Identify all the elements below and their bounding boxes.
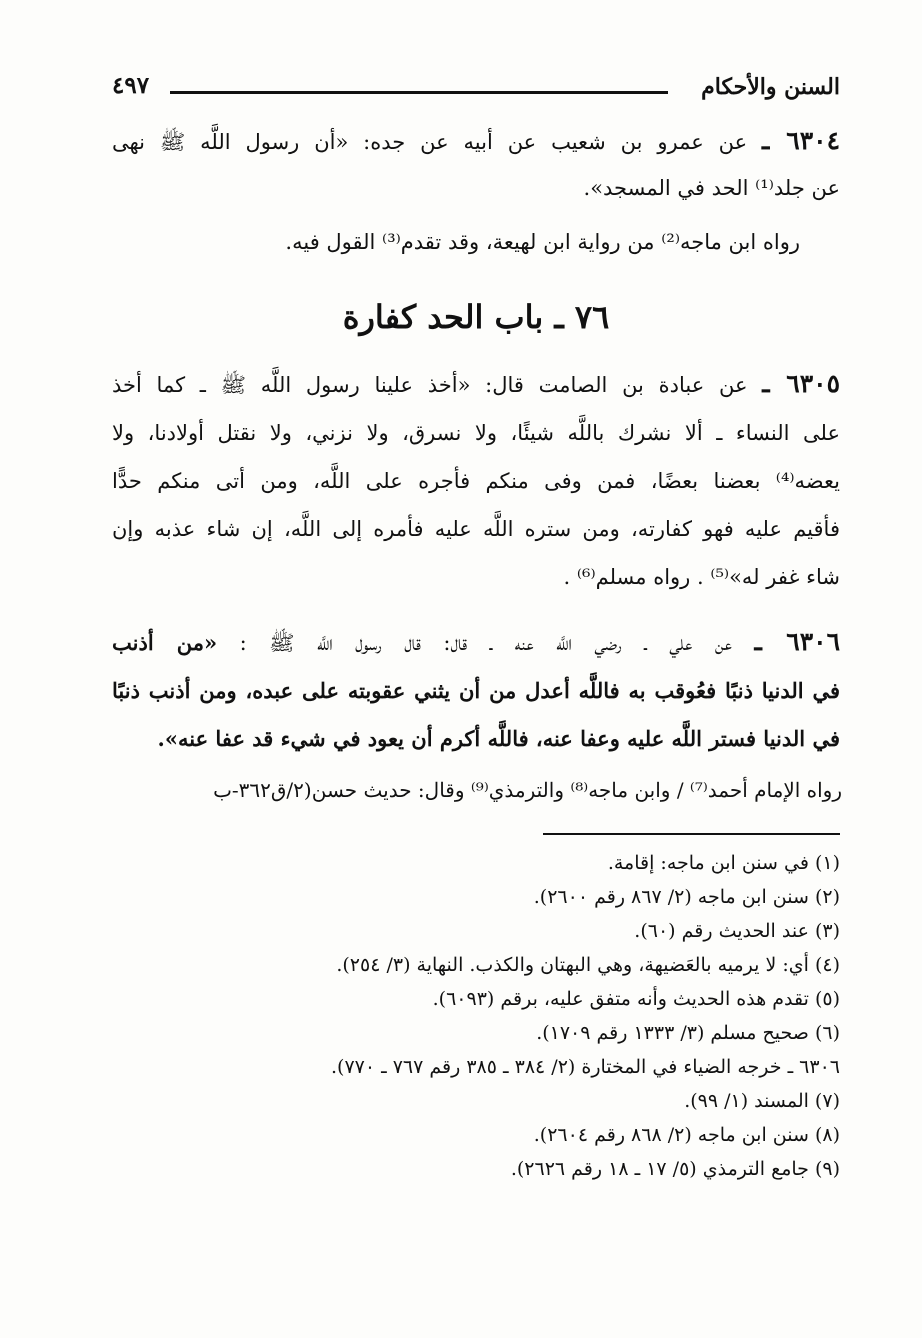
chapter-title: ٧٦ ـ باب الحد كفارة xyxy=(342,298,610,336)
hadith-text: عن عبادة بن الصامت قال: «أخذ علينا رسول اللَّه ﷺ ـ كما أخذ xyxy=(112,373,748,397)
hadith-intro: عن علي ـ رضي اللَّه عنه ـ قال: قال رسول اللَّه ﷺ : xyxy=(239,631,732,655)
hadith-6305-line-2: على النساء ـ ألا نشرك باللَّه شيئًا، ولا نسرق، ولا نزني، ولا نقتل أولادنا، ولا xyxy=(112,421,840,445)
header-rule xyxy=(170,91,668,94)
hadith-6305 xyxy=(112,360,840,601)
footnote: (٥) تقدم هذه الحديث وأنه متفق عليه، برقم (٦٠٩٣). xyxy=(432,988,840,1010)
hadith-number: ٦٣٠٥ ـ xyxy=(762,369,840,398)
footnote: (٣) عند الحديث رقم (٦٠). xyxy=(634,920,840,942)
hadith-6306-line-1 xyxy=(112,618,840,667)
book-title: السنن والأحكام xyxy=(701,74,840,100)
footnote: (٤) أي: لا يرميه بالعَضيهة، وهي البهتان والكذب. النهاية (٣/ ٢٥٤). xyxy=(336,954,840,976)
hadith-quote-start: «من أذنب xyxy=(112,630,218,655)
hadith-6306-riwaya: رواه الإمام أحمد⁽⁷⁾ / وابن ماجه⁽⁸⁾ والترمذي⁽⁹⁾ وقال: حديث حسن(٢/ق٣٦٢-ب xyxy=(213,778,842,802)
running-header xyxy=(112,70,840,110)
hadith-6305-line-3: يعضه⁽⁴⁾ بعضنا بعضًا، فمن وفى منكم فأجره على اللَّه، ومن أتى منكم حدًّا xyxy=(112,469,840,493)
hadith-6305-line-4: فأقيم عليه فهو كفارته، ومن ستره اللَّه عليه فأمره إلى اللَّه، إن شاء عذبه وإن xyxy=(112,517,840,541)
hadith-6304 xyxy=(112,118,840,265)
hadith-6304-line-2: عن جلد⁽¹⁾ الحد في المسجد». xyxy=(583,176,840,200)
footnote: (٢) سنن ابن ماجه (٢/ ٨٦٧ رقم ٢٦٠٠). xyxy=(533,886,840,908)
footnote: (٧) المسند (١/ ٩٩). xyxy=(684,1090,840,1112)
hadith-6306-line-2: في الدنيا ذنبًا فعُوقب به فاللَّه أعدل من أن يثني عقوبته على عبده، ومن أذنب ذنبًا xyxy=(112,678,840,703)
footnote: (٩) جامع الترمذي (٥/ ١٧ ـ ١٨ رقم ٢٦٢٦). xyxy=(510,1158,840,1180)
hadith-6306-line-3: في الدنيا فستر اللَّه عليه وعفا عنه، فاللَّه أكرم أن يعود في شيء قد عفا عنه». xyxy=(157,726,840,751)
hadith-6304-riwaya: رواه ابن ماجه⁽²⁾ من رواية ابن لهيعة، وقد تقدم⁽³⁾ القول فيه. xyxy=(285,230,800,254)
page-number: ٤٩٧ xyxy=(112,72,150,99)
hadith-6305-line-1 xyxy=(112,360,840,409)
footnotes xyxy=(150,846,840,1186)
footnote: (٨) سنن ابن ماجه (٢/ ٨٦٨ رقم ٢٦٠٤). xyxy=(533,1124,840,1146)
hadith-number: ٦٣٠٦ ـ xyxy=(754,627,840,656)
hadith-6306 xyxy=(112,618,840,763)
footnote-rule xyxy=(543,833,840,835)
hadith-6304-line-1 xyxy=(112,118,840,165)
hadith-number: ٦٣٠٤ ـ xyxy=(762,126,840,155)
hadith-6305-line-5: شاء غفر له»⁽⁵⁾ . رواه مسلم⁽⁶⁾ . xyxy=(563,565,840,589)
footnote: (٦) صحيح مسلم (٣/ ١٣٣٣ رقم ١٧٠٩). xyxy=(536,1022,840,1044)
hadith-text: عن عمرو بن شعيب عن أبيه عن جده: «أن رسول اللَّه ﷺ نهى xyxy=(112,130,748,154)
footnote: ٦٣٠٦ ـ خرجه الضياء في المختارة (٢/ ٣٨٤ ـ ٣٨٥ رقم ٧٦٧ ـ ٧٧٠). xyxy=(330,1056,840,1078)
footnote: (١) في سنن ابن ماجه: إقامة. xyxy=(607,852,840,874)
